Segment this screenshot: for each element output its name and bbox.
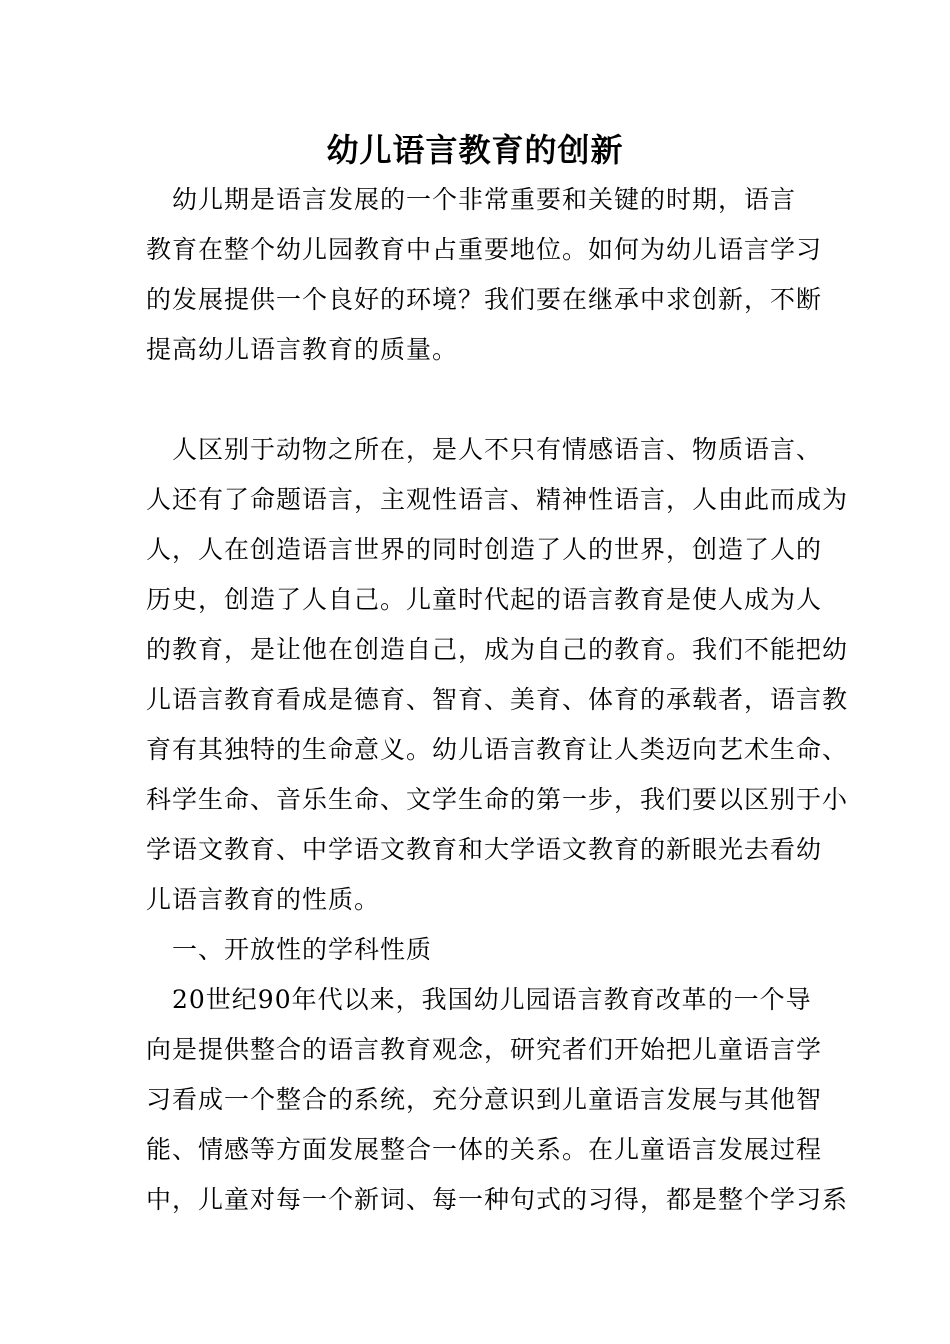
paragraph-line: 学语文教育、中学语文教育和大学语文教育的新眼光去看幼: [146, 835, 823, 864]
paragraph-line: 科学生命、音乐生命、文学生命的第一步，我们要以区别于小: [146, 785, 849, 814]
section-heading: 一、开放性的学科性质: [146, 935, 433, 964]
paragraph-line: 教育在整个幼儿园教育中占重要地位。如何为幼儿语言学习: [146, 235, 823, 264]
paragraph-line: 人区别于动物之所在，是人不只有情感语言、物质语言、: [146, 435, 823, 464]
paragraph-line: 人，人在创造语言世界的同时创造了人的世界，创造了人的: [146, 535, 823, 564]
paragraph-line: 习看成一个整合的系统，充分意识到儿童语言发展与其他智: [146, 1085, 823, 1114]
paragraph-line: 的发展提供一个良好的环境？我们要在继承中求创新，不断: [146, 285, 823, 314]
document-title: 幼儿语言教育的创新: [326, 131, 624, 169]
paragraph-line: 提高幼儿语言教育的质量。: [146, 335, 459, 364]
paragraph-line: 历史，创造了人自己。儿童时代起的语言教育是使人成为人: [146, 585, 823, 614]
paragraph-line: 儿语言教育看成是德育、智育、美育、体育的承载者，语言教: [146, 685, 849, 714]
paragraph-line: 能、情感等方面发展整合一体的关系。在儿童语言发展过程: [146, 1135, 823, 1164]
paragraph-line: 的教育，是让他在创造自己，成为自己的教育。我们不能把幼: [146, 635, 849, 664]
paragraph-line: 中，儿童对每一个新词、每一种句式的习得，都是整个学习系: [146, 1185, 849, 1214]
paragraph-line: 儿语言教育的性质。: [146, 885, 381, 914]
paragraph-line: 向是提供整合的语言教育观念，研究者们开始把儿童语言学: [146, 1035, 823, 1064]
paragraph-line: 幼儿期是语言发展的一个非常重要和关键的时期，语言: [146, 185, 797, 214]
paragraph-line: 人还有了命题语言，主观性语言、精神性语言，人由此而成为: [146, 485, 849, 514]
paragraph-line: 育有其独特的生命意义。幼儿语言教育让人类迈向艺术生命、: [146, 735, 849, 764]
paragraph-line: 20世纪90年代以来，我国幼儿园语言教育改革的一个导: [146, 985, 812, 1014]
